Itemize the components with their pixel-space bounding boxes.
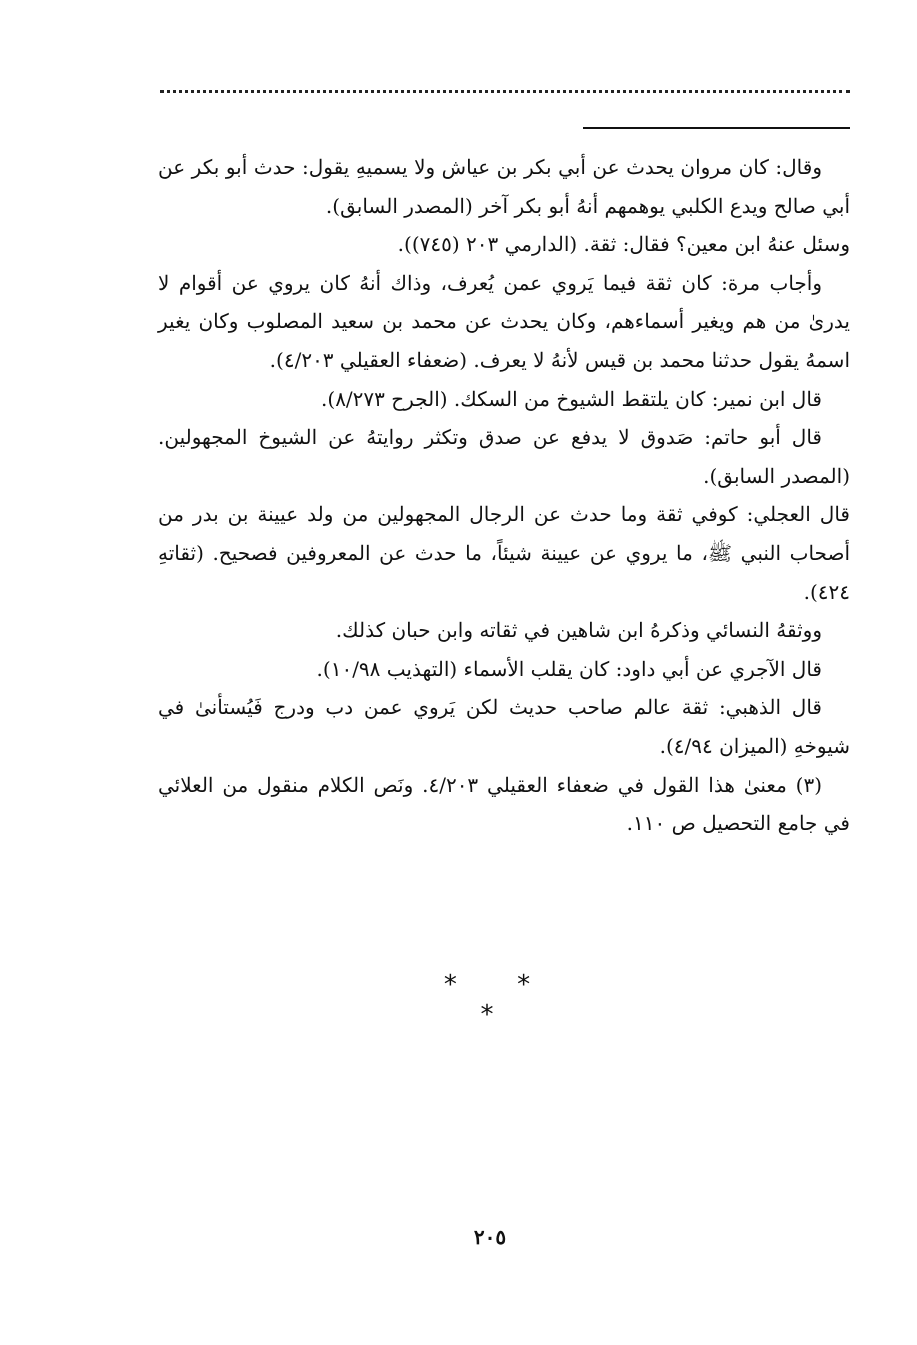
paragraph-abu-hatim: قال أبو حاتم: صَدوق لا يدفع عن صدق وتكثر روايتهُ عن الشيوخ المجهولين. (المصدر السابق). bbox=[158, 425, 850, 488]
paragraph-al-dhahabi: قال الذهبي: ثقة عالم صاحب حديث لكن يَروي عمن دب ودرج فَيُستأنىٰ في شيوخهِ (الميزان ٤/٩٤). bbox=[158, 695, 850, 758]
footnote-3: (٣) معنىٰ هذا القول في ضعفاء العقيلي ٤/٢٠٣. ونَص الكلام منقول من العلائي في جامع التحصيل ص ١١٠. bbox=[158, 772, 850, 836]
paragraph-nasai: ووثقهُ النسائي وذكرهُ ابن شاهين في ثقاته وابن حبان كذلك. bbox=[335, 618, 822, 643]
section-end-asterisks: * * * bbox=[443, 970, 557, 1030]
paragraph-al-ijli: قال العجلي: كوفي ثقة وما حدث عن الرجال المجهولين من ولد عيينة بن بدر من أصحاب النبي ﷺ، ما يروي عن عيينة شيئاً، ما حدث عن المعروفين فصحيح. (ثقاتهِ ٤٢٤). bbox=[158, 502, 850, 604]
page-number: ٢٠٥ bbox=[473, 1225, 507, 1249]
paragraph-marwan: وقال: كان مروان يحدث عن أبي بكر بن عياش ولا يسميهِ يقول: حدث أبو بكر عن أبي صالح ويدع الكلبي يوهمهم أنهُ أبو بكر آخر (المصدر السابق). bbox=[158, 155, 850, 218]
footnote-rule bbox=[583, 127, 850, 129]
paragraph-answered-once: وأجاب مرة: كان ثقة فيما يَروي عمن يُعرف، وذاك أنهُ كان يروي عن أقوام لا يدرىٰ من هم ويغير أسماءهم، وكان يحدث عن محمد بن سعيد المصلوب وكان يغير اسمهُ يقول حدثنا محمد بن قيس لأنهُ لا يعرف. (ضعفاء العقيلي ٤/٢٠٣). bbox=[158, 270, 850, 372]
dotted-separator-line bbox=[160, 80, 850, 100]
body-text bbox=[158, 148, 850, 843]
paragraph-ibn-numayr: قال ابن نمير: كان يلتقط الشيوخ من السكك. (الجرح ٨/٢٧٣). bbox=[321, 386, 822, 411]
paragraph-ibn-maeen: وسئل عنهُ ابن معين؟ فقال: ثقة. (الدارمي ٢٠٣ (٧٤٥)). bbox=[397, 232, 850, 257]
paragraph-al-ajurri: قال الآجري عن أبي داود: كان يقلب الأسماء (التهذيب ١٠/٩٨). bbox=[316, 656, 822, 681]
